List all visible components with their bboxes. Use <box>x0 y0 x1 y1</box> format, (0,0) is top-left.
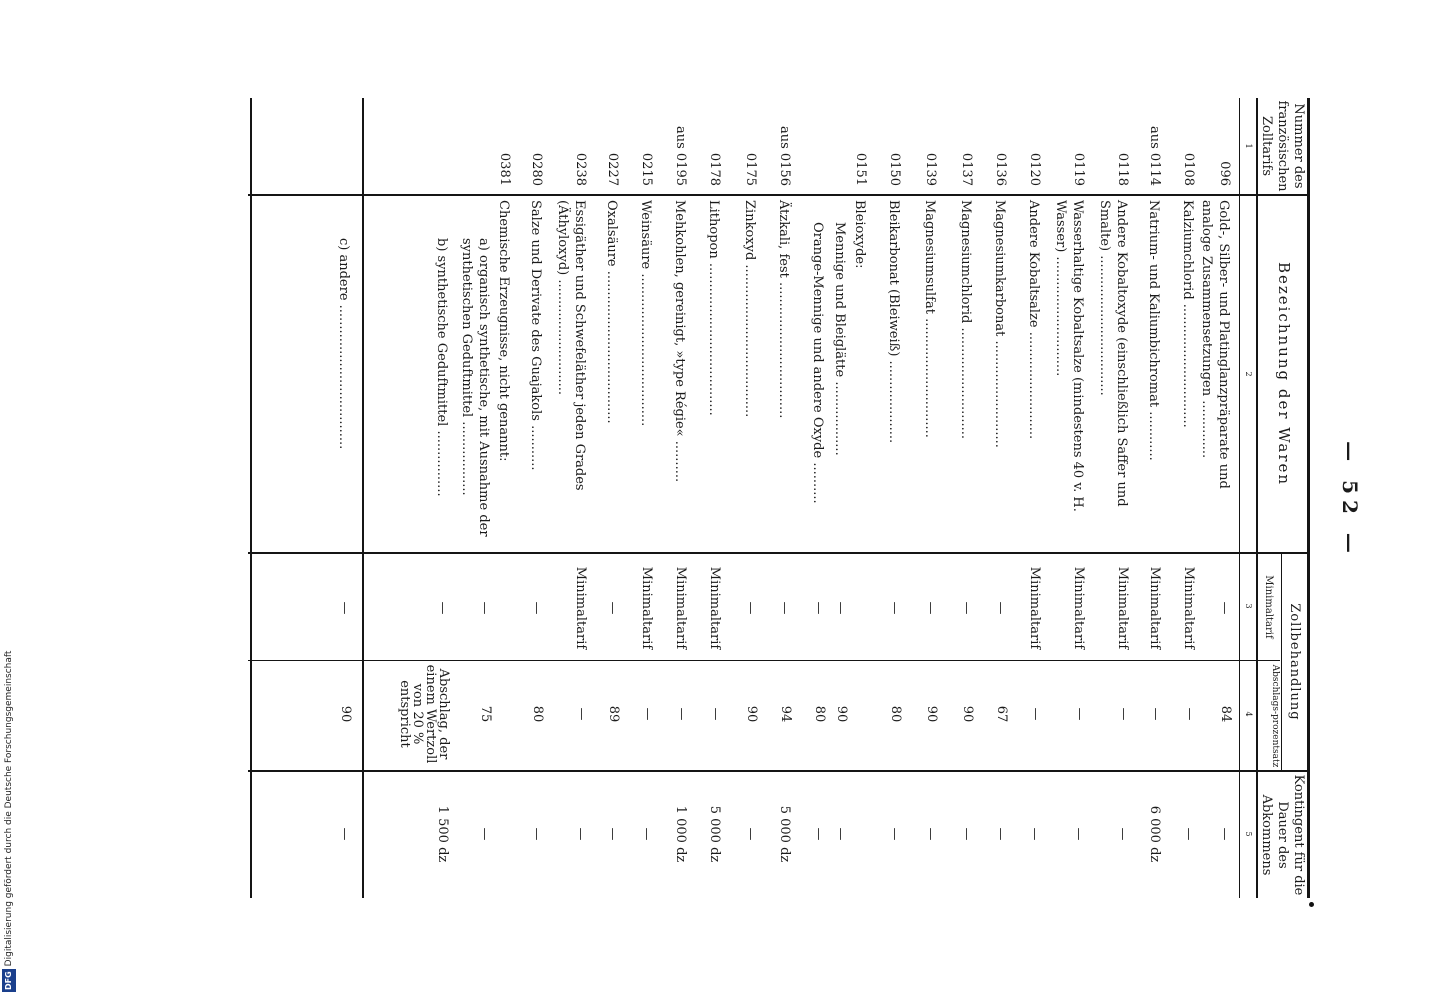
tariff-number: 0118 <box>1115 152 1130 186</box>
quota: 5 000 dz <box>707 805 722 863</box>
tariff-number: aus 0114 <box>1147 125 1162 186</box>
table-row <box>586 98 620 898</box>
goods-description: Magnesiumkarbonat .......................... <box>992 200 1007 448</box>
goods-description: Mehkohlen, gereinigt, »type Régie« .......... <box>672 200 687 483</box>
table-row <box>792 98 826 898</box>
header-col5: Kontingent für die Dauer des Abkommens <box>1259 774 1306 896</box>
col-number-5: 5 <box>1244 831 1253 837</box>
goods-description: Natrium- und Kaliumbichromat ............ <box>1146 200 1161 461</box>
quota: — <box>1217 827 1232 841</box>
tariff-number: 0139 <box>923 152 938 186</box>
minimal-tariff: — <box>887 601 902 615</box>
deduction-percentage: 84 <box>1218 705 1233 723</box>
minimal-tariff: Minimaltarif <box>1071 566 1086 650</box>
quota: — <box>1115 827 1130 841</box>
table-row <box>458 98 492 898</box>
goods-description: Orange-Mennige und andere Oxyde .......... <box>810 222 825 504</box>
quota: — <box>993 827 1008 841</box>
goods-description: Chemische Erzeugnisse, nicht genannt: <box>496 200 511 462</box>
quota: 5 000 dz <box>777 805 792 863</box>
deduction-percentage: 90 <box>924 705 939 723</box>
quota: — <box>833 827 848 841</box>
quota: — <box>337 827 352 841</box>
deduction-percentage: 80 <box>888 705 903 723</box>
quota: — <box>959 827 974 841</box>
minimal-tariff: Minimaltarif <box>673 566 688 650</box>
table-top-rule <box>1307 98 1310 898</box>
deduction-percentage: 90 <box>744 705 759 723</box>
minimal-tariff: — <box>337 601 352 615</box>
deduction-percentage: 90 <box>338 705 353 723</box>
deduction-percentage: 80 <box>530 705 545 723</box>
tariff-number: 0280 <box>529 152 544 186</box>
col-number-3: 3 <box>1244 603 1253 609</box>
tariff-number: 0136 <box>993 152 1008 186</box>
deduction-percentage: — <box>674 707 689 721</box>
header-col3: Minimaltarif <box>1263 575 1274 639</box>
goods-description: b) synthetische Geduftmittel ................ <box>434 238 449 497</box>
quota: — <box>923 827 938 841</box>
quota: — <box>605 827 620 841</box>
tariff-number: 0119 <box>1071 152 1086 186</box>
ink-dot <box>1309 902 1314 907</box>
minimal-tariff: — <box>435 601 450 615</box>
quota: — <box>477 827 492 841</box>
table-row <box>318 98 352 898</box>
deduction-percentage: 90 <box>960 705 975 723</box>
footer-credit-text: Digitalisierung gefördert durch die Deutsche Forschungsgemeinschaft <box>4 650 14 967</box>
quota: — <box>1027 827 1042 841</box>
tariff-number: 0175 <box>743 152 758 186</box>
minimal-tariff: — <box>477 601 492 615</box>
minimal-tariff: — <box>811 601 826 615</box>
deduction-percentage: — <box>1116 707 1131 721</box>
header-zollbehandlung: Zollbehandlung <box>1287 603 1302 721</box>
deduction-percentage: — <box>1072 707 1087 721</box>
goods-description: Zinkoxyd ..................................... <box>742 200 757 418</box>
table-row <box>868 98 902 898</box>
tariff-number: 0120 <box>1027 152 1042 186</box>
goods-description: Essigäther und Schwefeläther jeden Grades (Äthyloxyd) ............................ <box>555 200 587 491</box>
dfg-logo: DFG <box>2 969 16 992</box>
deduction-percentage: 90 <box>834 705 849 723</box>
table-row <box>1162 98 1196 898</box>
column-number-rule <box>1239 98 1240 898</box>
goods-description: a) organisch synthetische, mit Ausnahme der synthetischen Geduftmittel .................. <box>459 238 491 537</box>
table-row <box>510 98 544 898</box>
deduction-percentage: 94 <box>778 705 793 723</box>
tariff-number: 0151 <box>853 152 868 186</box>
col-number-4: 4 <box>1244 711 1253 717</box>
minimal-tariff: — <box>605 601 620 615</box>
tariff-number: 096 <box>1217 161 1232 186</box>
deduction-percentage: Abschlag, der einem Wertzoll von 20 % entspricht <box>397 664 451 764</box>
quota: — <box>1181 827 1196 841</box>
tariff-number: 0150 <box>887 152 902 186</box>
deduction-percentage: — <box>640 707 655 721</box>
quota: — <box>743 827 758 841</box>
quota: — <box>887 827 902 841</box>
footer-credit <box>2 612 16 992</box>
quota: — <box>1071 827 1086 841</box>
deduction-percentage: — <box>1028 707 1043 721</box>
deduction-percentage: — <box>574 707 589 721</box>
deduction-percentage: — <box>1182 707 1197 721</box>
goods-description: c) andere ................................... <box>336 238 351 450</box>
quota: 1 000 dz <box>673 805 688 863</box>
tariff-number: aus 0195 <box>673 125 688 186</box>
table-row <box>1128 98 1162 898</box>
table-row <box>1096 98 1130 898</box>
minimal-tariff: — <box>923 601 938 615</box>
goods-description: Andere Kobaltsalze .......................... <box>1026 200 1041 440</box>
tariff-number: 0215 <box>639 152 654 186</box>
quota: 6 000 dz <box>1147 805 1162 863</box>
deduction-percentage: 89 <box>606 705 621 723</box>
header-col2: Bezeichnung der Waren <box>1275 261 1293 487</box>
minimal-tariff: — <box>959 601 974 615</box>
goods-description: Mennige und Bleiglätte .................. <box>832 222 847 456</box>
quota: — <box>639 827 654 841</box>
goods-description: Weinsäure ..................................... <box>638 200 653 427</box>
goods-description: Ätzkali, fest ................................. <box>776 200 791 419</box>
table-row <box>554 98 588 898</box>
goods-description: Lithopon ..................................... <box>706 200 721 416</box>
col-number-2: 2 <box>1244 371 1253 377</box>
tariff-table <box>148 98 1310 898</box>
table-row <box>620 98 654 898</box>
goods-description: Andere Kobaltoxyde (einschließlich Saffer und Smalte) .................................. <box>1097 200 1129 507</box>
deduction-percentage: 75 <box>478 705 493 723</box>
goods-description: Wasserhaltige Kobaltsalze (mindestens 40 v. H. Wasser) ............................. <box>1053 200 1085 512</box>
minimal-tariff: — <box>743 601 758 615</box>
minimal-tariff: — <box>529 601 544 615</box>
group-header-rule <box>1281 554 1282 770</box>
tariff-number: 0108 <box>1181 152 1196 186</box>
quota: — <box>529 827 544 841</box>
minimal-tariff: — <box>993 601 1008 615</box>
deduction-percentage: — <box>1148 707 1163 721</box>
deduction-percentage: 67 <box>994 705 1009 723</box>
minimal-tariff: — <box>833 601 848 615</box>
deduction-percentage: — <box>708 707 723 721</box>
table-row <box>904 98 938 898</box>
quota: — <box>811 827 826 841</box>
tariff-number: 0137 <box>959 152 974 186</box>
page-number: — 52 — <box>1338 441 1362 559</box>
tariff-number: 0381 <box>497 152 512 186</box>
table-row <box>1052 98 1086 898</box>
goods-description: Magnesiumsulfat ............................. <box>922 200 937 438</box>
minimal-tariff: — <box>1217 601 1232 615</box>
table-row <box>1198 98 1232 898</box>
tariff-number: aus 0156 <box>777 125 792 186</box>
minimal-tariff: Minimaltarif <box>1115 566 1130 650</box>
table-row <box>1008 98 1042 898</box>
col-number-1: 1 <box>1244 143 1253 149</box>
tariff-number: 0238 <box>573 152 588 186</box>
minimal-tariff: Minimaltarif <box>1027 566 1042 650</box>
quota: — <box>573 827 588 841</box>
goods-description: Bleioxyde: <box>852 200 867 269</box>
minimal-tariff: Minimaltarif <box>707 566 722 650</box>
tariff-number: 0227 <box>605 152 620 186</box>
table-row <box>688 98 722 898</box>
table-bottom-rule <box>250 98 252 898</box>
table-row <box>370 98 450 898</box>
table-row <box>758 98 792 898</box>
goods-description: Magnesiumchlorid ........................... <box>958 200 973 440</box>
header-col1: Nummer des französischen Zolltarifs <box>1259 100 1306 192</box>
minimal-tariff: Minimaltarif <box>1181 566 1196 650</box>
minimal-tariff: Minimaltarif <box>639 566 654 650</box>
deduction-percentage: 80 <box>812 705 827 723</box>
row-separator-rule <box>362 98 364 898</box>
quota: 1 500 dz <box>435 805 450 863</box>
goods-description: Kalziumchlorid .............................. <box>1180 200 1195 428</box>
table-row <box>654 98 688 898</box>
minimal-tariff: Minimaltarif <box>1147 566 1162 650</box>
table-row <box>974 98 1008 898</box>
minimal-tariff: Minimaltarif <box>573 566 588 650</box>
goods-description: Gold-, Silber- und Platinglanzpräparate und analoge Zusammensetzungen .............. <box>1199 200 1231 489</box>
goods-description: Salze und Derivate des Guajakols ........... <box>528 200 543 471</box>
tariff-number: 0178 <box>707 152 722 186</box>
table-row <box>940 98 974 898</box>
minimal-tariff: — <box>777 601 792 615</box>
header-col4: Abschlags-prozentsatz <box>1270 664 1280 768</box>
goods-description: Bleikarbonat (Bleiweiß) .................... <box>886 200 901 444</box>
goods-description: Oxalsäure ..................................... <box>604 200 619 424</box>
table-row <box>724 98 758 898</box>
